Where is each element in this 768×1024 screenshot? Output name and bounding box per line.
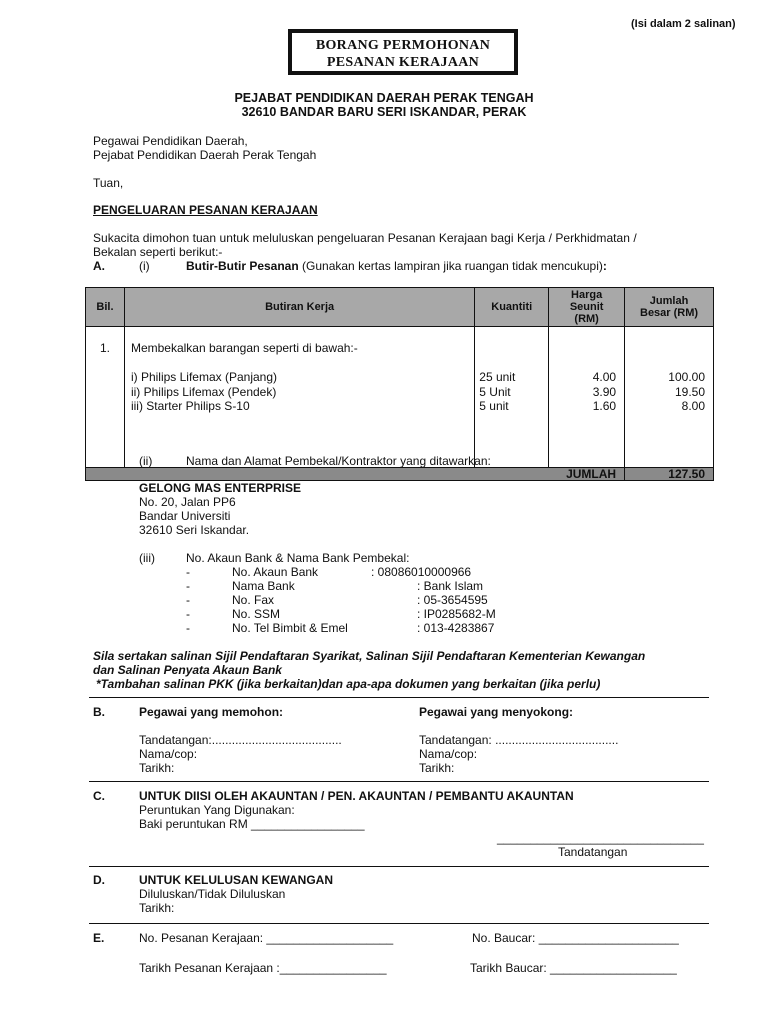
item-total: 19.50 <box>674 384 705 399</box>
supporter-date-label: Tarikh: <box>419 761 455 775</box>
bank-row-value: : 08086010000966 <box>371 565 472 579</box>
row-quantities <box>475 327 549 468</box>
section-c-label: C. <box>93 789 105 803</box>
office-name: PEJABAT PENDIDIKAN DAERAH PERAK TENGAH <box>234 91 534 105</box>
col-header-butiran: Butiran Kerja <box>124 288 474 327</box>
divider <box>89 697 709 698</box>
section-a-sub-i: (i) <box>139 259 150 273</box>
item-qty: 5 unit <box>479 399 509 413</box>
col-header-harga: Harga Seunit (RM) <box>549 288 625 327</box>
supplier-name: GELONG MAS ENTERPRISE <box>139 481 302 495</box>
item-name: iii) Starter Philips S-10 <box>130 399 250 413</box>
bank-row-label: No. SSM <box>232 607 281 621</box>
form-title-line1: BORANG PERMOHONAN <box>315 38 491 53</box>
item-unit-price: 3.90 <box>592 384 617 399</box>
item-unit-price: 4.00 <box>592 370 617 384</box>
supporter-heading: Pegawai yang menyokong: <box>419 705 574 719</box>
section-a-label: A. <box>93 259 105 273</box>
attachment-note-line1: Sila sertakan salinan Sijil Pendaftaran Syarikat, Salinan Sijil Pendaftaran Kementerian Kewangan <box>93 649 646 663</box>
table-row <box>86 327 714 468</box>
section-b-label: B. <box>93 705 105 719</box>
col-header-kuantiti: Kuantiti <box>475 288 549 327</box>
applicant-signature-field: Tandatangan:....................................... <box>139 733 342 747</box>
row-bil: 1. <box>86 327 125 468</box>
item-qty: 25 unit <box>479 370 516 384</box>
item-qty: 5 Unit <box>479 384 511 399</box>
bank-row-value: : IP0285682-M <box>417 607 496 621</box>
bank-row-dash: - <box>186 607 190 621</box>
total-label: JUMLAH <box>86 468 625 481</box>
bank-row-dash: - <box>186 579 190 593</box>
item-total: 8.00 <box>681 399 705 413</box>
supplier-address-line3: 32610 Seri Iskandar. <box>139 523 250 537</box>
row-totals <box>625 327 714 468</box>
subject-heading: PENGELUARAN PESANAN KERAJAAN <box>93 203 318 217</box>
divider <box>89 923 709 924</box>
accountant-signature-line: _______________________________ <box>497 831 704 845</box>
item-total: 100.00 <box>668 370 705 384</box>
supplier-address-line2: Bandar Universiti <box>139 509 231 523</box>
applicant-name-label: Nama/cop: <box>139 747 198 761</box>
row-unit-prices <box>549 327 625 468</box>
attachment-note-line3: *Tambahan salinan PKK (jika berkaitan)dan apa-apa dokumen yang berkaitan (jika perlu) <box>96 677 601 691</box>
bank-row-dash: - <box>186 565 190 579</box>
divider <box>89 866 709 867</box>
bank-row-label: Nama Bank <box>232 579 295 593</box>
intro-line2: Bekalan seperti berikut:- <box>93 245 223 259</box>
section-e-label: E. <box>93 931 105 945</box>
copies-note: (Isi dalam 2 salinan) <box>631 18 736 30</box>
bank-row-value: : Bank Islam <box>417 579 484 593</box>
office-address: 32610 BANDAR BARU SERI ISKANDAR, PERAK <box>241 105 527 119</box>
item-name: i) Philips Lifemax (Panjang) <box>130 370 278 384</box>
allocation-balance-field: Baki peruntukan RM _________________ <box>139 817 365 831</box>
bank-row-value: : 013-4283867 <box>417 621 495 635</box>
section-c-heading: UNTUK DIISI OLEH AKAUNTAN / PEN. AKAUNTAN / PEMBANTU AKAUNTAN <box>139 789 574 803</box>
approval-date-label: Tarikh: <box>139 901 175 915</box>
item-name: ii) Philips Lifemax (Pendek) <box>130 384 277 399</box>
order-details-heading: Butir-Butir Pesanan <box>186 259 299 273</box>
section-d-heading: UNTUK KELULUSAN KEWANGAN <box>139 873 333 887</box>
divider <box>89 781 709 782</box>
bank-row-value: : 05-3654595 <box>417 593 488 607</box>
supporter-name-label: Nama/cop: <box>419 747 478 761</box>
order-date-field: Tarikh Pesanan Kerajaan :________________ <box>139 961 387 975</box>
bank-prompt: No. Akaun Bank & Nama Bank Pembekal: <box>186 551 410 565</box>
order-items-table <box>85 287 714 481</box>
section-d-label: D. <box>93 873 105 887</box>
form-title-line2: PESANAN KERAJAAN <box>326 55 480 70</box>
bank-row-dash: - <box>186 593 190 607</box>
applicant-heading: Pegawai yang memohon: <box>139 705 284 719</box>
item-unit-price: 1.60 <box>592 399 617 413</box>
salutation: Tuan, <box>93 176 124 190</box>
row-intro: Membekalkan barangan seperti di bawah:- <box>130 341 358 355</box>
order-number-field: No. Pesanan Kerajaan: ___________________ <box>139 931 394 945</box>
section-a-heading-line <box>186 259 607 273</box>
order-details-colon: : <box>602 259 607 273</box>
bank-row-dash: - <box>186 621 190 635</box>
attachment-note-line2: dan Salinan Penyata Akaun Bank <box>93 663 282 677</box>
col-header-bil: Bil. <box>86 288 125 327</box>
row-description <box>124 327 474 468</box>
order-details-note: (Gunakan kertas lampiran jika ruangan tidak mencukupi) <box>302 259 603 273</box>
supplier-sub-ii: (ii) <box>139 454 153 468</box>
bank-row-label: No. Akaun Bank <box>232 565 319 579</box>
bank-row-label: No. Fax <box>232 593 275 607</box>
allocation-used-label: Peruntukan Yang Digunakan: <box>139 803 295 817</box>
total-value: 127.50 <box>625 468 714 481</box>
voucher-date-field: Tarikh Baucar: ___________________ <box>470 961 677 975</box>
applicant-date-label: Tarikh: <box>139 761 175 775</box>
form-title-box <box>288 29 518 75</box>
table-header-row <box>86 288 714 327</box>
supporter-signature-field: Tandatangan: ..................................... <box>419 733 619 747</box>
recipient-line2: Pejabat Pendidikan Daerah Perak Tengah <box>93 148 317 162</box>
supplier-address-line1: No. 20, Jalan PP6 <box>139 495 236 509</box>
bank-sub-iii: (iii) <box>139 551 155 565</box>
approval-status-label: Diluluskan/Tidak Diluluskan <box>139 887 286 901</box>
col-header-jumlah: Jumlah Besar (RM) <box>625 288 714 327</box>
recipient-line1: Pegawai Pendidikan Daerah, <box>93 134 248 148</box>
supplier-prompt: Nama dan Alamat Pembekal/Kontraktor yang ditawarkan: <box>186 454 491 468</box>
accountant-signature-label: Tandatangan <box>558 845 628 859</box>
bank-row-label: No. Tel Bimbit & Emel <box>232 621 348 635</box>
table-total-row <box>86 468 714 481</box>
voucher-number-field: No. Baucar: _____________________ <box>472 931 679 945</box>
intro-line1: Sukacita dimohon tuan untuk meluluskan pengeluaran Pesanan Kerajaan bagi Kerja / Perkhidmatan / <box>93 231 637 245</box>
